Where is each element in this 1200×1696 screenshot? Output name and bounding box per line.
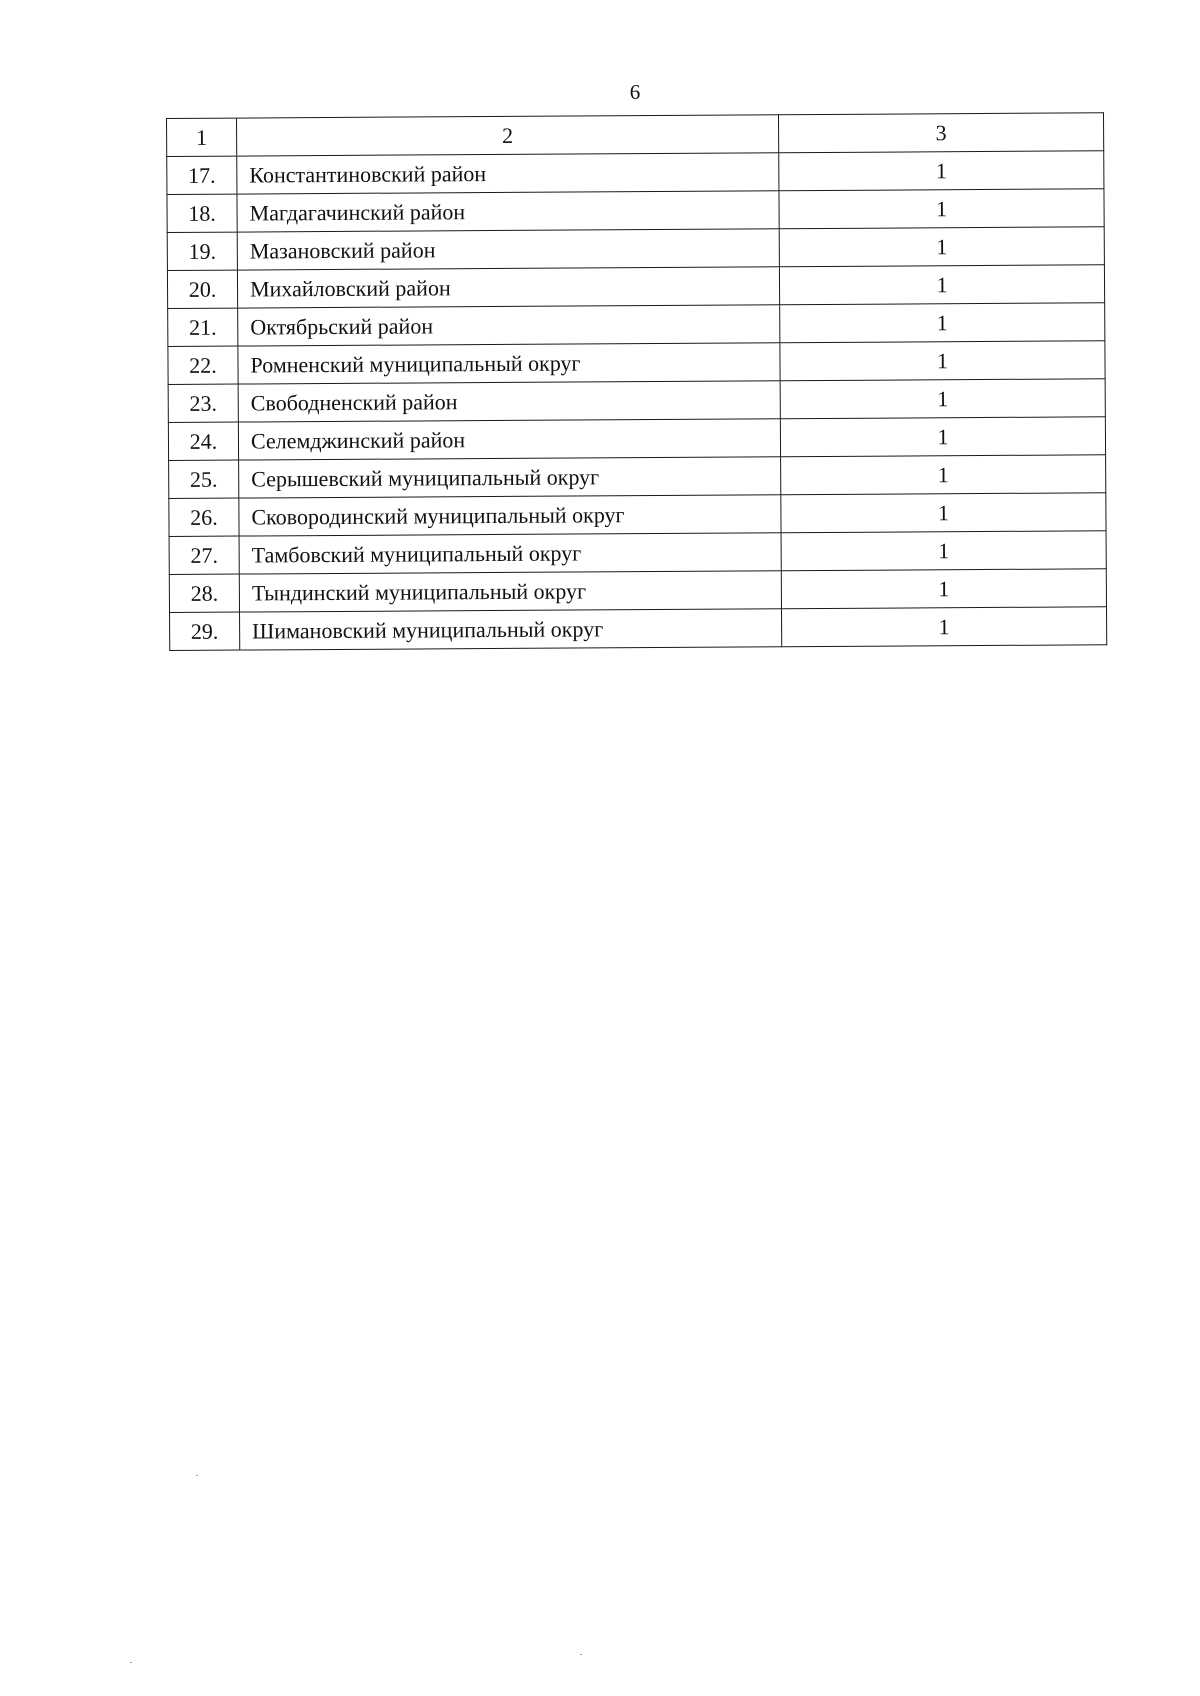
row-value: 1 (780, 303, 1105, 343)
district-name: Свободненский район (238, 381, 780, 422)
row-number: 18. (167, 194, 237, 232)
district-name: Октябрьский район (238, 305, 780, 346)
row-value: 1 (780, 417, 1105, 457)
row-number: 22. (168, 346, 238, 384)
row-number: 27. (169, 536, 239, 574)
district-name: Магдагачинский район (237, 191, 779, 232)
row-value: 1 (780, 341, 1105, 381)
table-row (168, 303, 1105, 347)
district-name: Сковородинский муниципальный округ (239, 495, 781, 536)
district-name: Михайловский район (237, 267, 779, 308)
table-row (167, 151, 1104, 195)
header-cell-2: 2 (237, 115, 779, 156)
row-number: 29. (170, 612, 240, 650)
table-row (167, 265, 1104, 309)
row-value: 1 (781, 493, 1106, 533)
row-value: 1 (779, 265, 1104, 305)
row-number: 25. (169, 460, 239, 498)
table-row (167, 189, 1104, 233)
scan-speck (196, 1475, 198, 1476)
table-row (168, 379, 1105, 423)
table-row (169, 493, 1106, 537)
document-table (166, 112, 1106, 651)
row-number: 17. (167, 156, 237, 194)
row-value: 1 (781, 569, 1106, 609)
district-name: Шимановский муниципальный округ (240, 609, 782, 650)
row-number: 20. (167, 270, 237, 308)
row-number: 23. (168, 384, 238, 422)
row-value: 1 (779, 151, 1104, 191)
district-name: Селемджинский район (238, 419, 780, 460)
row-number: 24. (168, 422, 238, 460)
header-cell-3: 3 (778, 113, 1103, 153)
page-number: 6 (629, 80, 641, 104)
scan-speck (130, 1662, 132, 1663)
district-name: Мазановский район (237, 229, 779, 270)
row-value: 1 (779, 189, 1104, 229)
table-row (169, 455, 1106, 499)
district-name: Тындинский муниципальный округ (239, 571, 781, 612)
district-name: Константиновский район (237, 153, 779, 194)
district-name: Ромненский муниципальный округ (238, 343, 780, 384)
table-row (168, 417, 1105, 461)
table-row (167, 227, 1104, 271)
row-number: 21. (168, 308, 238, 346)
district-name: Серышевский муниципальный округ (239, 457, 781, 498)
table-row (169, 569, 1106, 613)
row-value: 1 (781, 531, 1106, 571)
scan-speck (580, 1654, 582, 1655)
table-row (170, 607, 1107, 651)
table-row (168, 341, 1105, 385)
row-number: 26. (169, 498, 239, 536)
table-header-row (167, 113, 1104, 157)
district-name: Тамбовский муниципальный округ (239, 533, 781, 574)
districts-table (166, 112, 1107, 651)
row-value: 1 (780, 379, 1105, 419)
row-value: 1 (782, 607, 1107, 647)
row-value: 1 (781, 455, 1106, 495)
header-cell-1: 1 (167, 118, 237, 156)
row-number: 19. (167, 232, 237, 270)
row-value: 1 (779, 227, 1104, 267)
row-number: 28. (169, 574, 239, 612)
table-row (169, 531, 1106, 575)
